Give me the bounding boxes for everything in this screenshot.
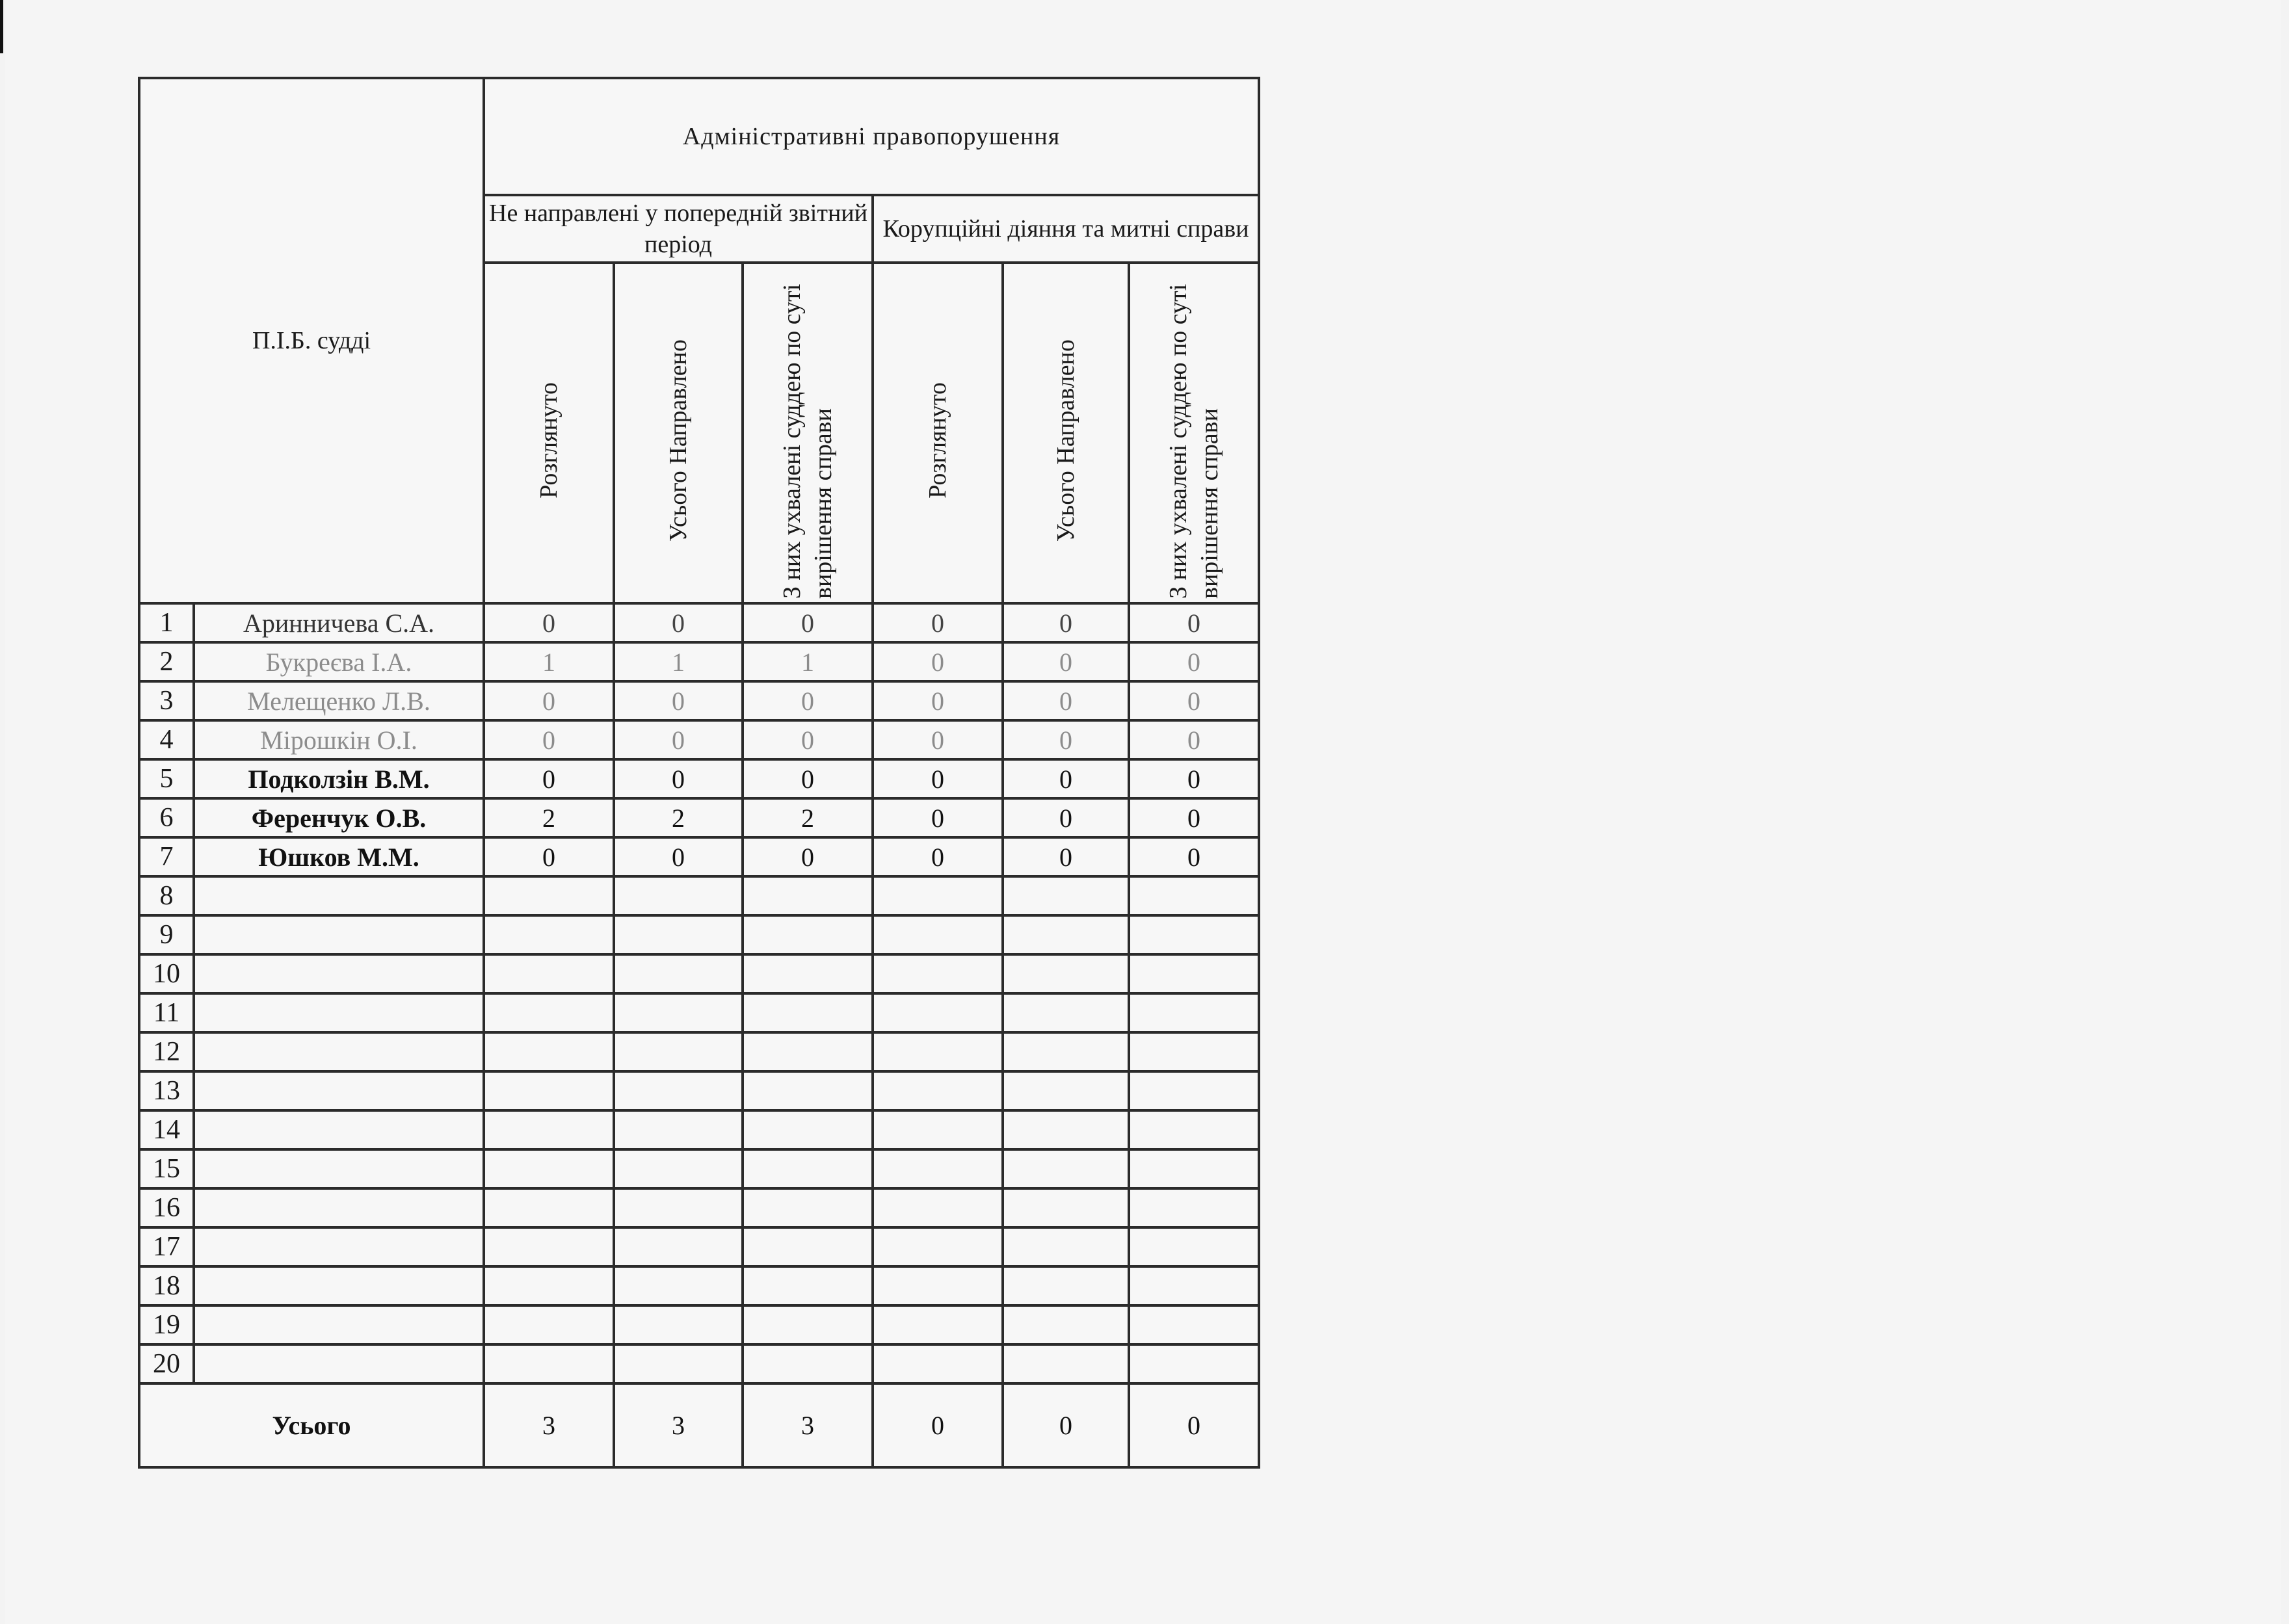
value-cell: 0 <box>1003 759 1129 798</box>
value-cell: 0 <box>614 759 743 798</box>
row-number: 15 <box>139 1149 194 1188</box>
value-cell <box>743 993 873 1032</box>
table-body <box>139 603 1259 1383</box>
column-header <box>1129 263 1259 603</box>
value-cell <box>1129 1149 1259 1188</box>
table-row <box>139 798 1259 837</box>
value-cell <box>1129 1344 1259 1383</box>
table-row <box>139 1344 1259 1383</box>
judge-name <box>194 1032 484 1071</box>
value-cell <box>873 1227 1003 1266</box>
value-cell <box>1129 1188 1259 1227</box>
judge-name <box>194 1227 484 1266</box>
row-number: 7 <box>139 837 194 876</box>
value-cell <box>743 1305 873 1344</box>
value-cell <box>873 954 1003 993</box>
value-cell <box>614 1266 743 1305</box>
value-cell <box>1003 1032 1129 1071</box>
value-cell <box>614 1188 743 1227</box>
value-cell <box>873 993 1003 1032</box>
value-cell <box>1129 954 1259 993</box>
value-cell: 0 <box>1003 603 1129 642</box>
value-cell <box>873 1305 1003 1344</box>
value-cell: 0 <box>873 837 1003 876</box>
judge-name <box>194 1344 484 1383</box>
judge-name: Юшков М.М. <box>194 837 484 876</box>
row-number: 6 <box>139 798 194 837</box>
report-table <box>138 77 1260 1469</box>
value-cell <box>1129 1110 1259 1149</box>
column-header-label: З них ухвалені суддею по суті вирішення справи <box>1165 283 1224 599</box>
value-cell: 0 <box>743 603 873 642</box>
value-cell <box>614 1305 743 1344</box>
value-cell <box>743 915 873 954</box>
value-cell <box>614 1032 743 1071</box>
value-cell: 0 <box>1129 837 1259 876</box>
row-number: 9 <box>139 915 194 954</box>
value-cell: 0 <box>1129 603 1259 642</box>
column-header-label: Усього Направлено <box>665 339 692 542</box>
value-cell: 1 <box>743 642 873 681</box>
table-row <box>139 837 1259 876</box>
table-row <box>139 720 1259 759</box>
value-cell <box>1003 993 1129 1032</box>
value-cell: 1 <box>614 642 743 681</box>
table-row <box>139 1188 1259 1227</box>
value-cell <box>484 1071 614 1110</box>
value-cell: 0 <box>873 642 1003 681</box>
value-cell: 0 <box>1003 681 1129 720</box>
value-cell: 0 <box>614 681 743 720</box>
row-number: 16 <box>139 1188 194 1227</box>
row-number: 14 <box>139 1110 194 1149</box>
table-row <box>139 1110 1259 1149</box>
value-cell <box>1129 1071 1259 1110</box>
table-row <box>139 1227 1259 1266</box>
column-header <box>484 263 614 603</box>
value-cell <box>743 1344 873 1383</box>
value-cell <box>873 1110 1003 1149</box>
value-cell <box>614 1110 743 1149</box>
judge-name: Мірошкін О.І. <box>194 720 484 759</box>
column-header <box>614 263 743 603</box>
table-row <box>139 915 1259 954</box>
value-cell <box>484 1032 614 1071</box>
scan-edge-mark <box>0 0 3 53</box>
row-number: 3 <box>139 681 194 720</box>
value-cell <box>1003 1071 1129 1110</box>
value-cell <box>1129 1227 1259 1266</box>
value-cell <box>743 1071 873 1110</box>
table-row <box>139 993 1259 1032</box>
table-row <box>139 1032 1259 1071</box>
value-cell <box>484 1344 614 1383</box>
value-cell: 0 <box>873 759 1003 798</box>
value-cell <box>484 1188 614 1227</box>
value-cell: 0 <box>1003 798 1129 837</box>
value-cell: 0 <box>743 681 873 720</box>
table-title: Адміністративні правопорушення <box>484 78 1259 195</box>
value-cell <box>484 993 614 1032</box>
value-cell: 0 <box>484 681 614 720</box>
total-cell: 3 <box>743 1383 873 1467</box>
value-cell: 0 <box>1003 720 1129 759</box>
value-cell: 0 <box>873 603 1003 642</box>
value-cell <box>1129 915 1259 954</box>
value-cell <box>873 915 1003 954</box>
group-header-not-sent: Не направлені у попередній звітний період <box>484 195 873 263</box>
row-number: 20 <box>139 1344 194 1383</box>
judge-name: Букреєва І.А. <box>194 642 484 681</box>
value-cell: 0 <box>1129 681 1259 720</box>
value-cell: 2 <box>743 798 873 837</box>
value-cell <box>484 1110 614 1149</box>
value-cell: 1 <box>484 642 614 681</box>
judge-name <box>194 993 484 1032</box>
column-header-label: З них ухвалені суддею по суті вирішення справи <box>778 283 837 599</box>
value-cell <box>873 1188 1003 1227</box>
row-number: 19 <box>139 1305 194 1344</box>
value-cell <box>1003 1188 1129 1227</box>
value-cell: 0 <box>1129 720 1259 759</box>
value-cell: 0 <box>873 720 1003 759</box>
value-cell <box>873 1149 1003 1188</box>
value-cell <box>873 1266 1003 1305</box>
value-cell: 0 <box>614 603 743 642</box>
value-cell <box>614 1344 743 1383</box>
value-cell: 0 <box>873 798 1003 837</box>
table-row <box>139 1149 1259 1188</box>
value-cell <box>614 876 743 915</box>
value-cell: 2 <box>484 798 614 837</box>
table-row <box>139 759 1259 798</box>
group-header-corruption: Корупційні діяння та митні справи <box>873 195 1259 263</box>
total-cell: 3 <box>614 1383 743 1467</box>
row-number: 17 <box>139 1227 194 1266</box>
value-cell: 0 <box>1129 642 1259 681</box>
table-row <box>139 1266 1259 1305</box>
value-cell <box>1003 1305 1129 1344</box>
value-cell <box>743 876 873 915</box>
value-cell <box>1003 954 1129 993</box>
judge-name <box>194 1110 484 1149</box>
total-cell: 0 <box>1129 1383 1259 1467</box>
value-cell <box>614 954 743 993</box>
value-cell <box>484 954 614 993</box>
total-row <box>139 1383 1259 1467</box>
value-cell: 0 <box>1003 837 1129 876</box>
total-cell: 0 <box>873 1383 1003 1467</box>
row-number: 10 <box>139 954 194 993</box>
judge-name: Мелещенко Л.В. <box>194 681 484 720</box>
column-header <box>873 263 1003 603</box>
value-cell <box>1003 1344 1129 1383</box>
value-cell <box>743 1188 873 1227</box>
value-cell: 2 <box>614 798 743 837</box>
row-number: 1 <box>139 603 194 642</box>
total-cell: 3 <box>484 1383 614 1467</box>
value-cell <box>484 1266 614 1305</box>
value-cell: 0 <box>1003 642 1129 681</box>
value-cell <box>484 1305 614 1344</box>
value-cell <box>484 1227 614 1266</box>
table-row <box>139 642 1259 681</box>
judge-name <box>194 1305 484 1344</box>
value-cell <box>743 1032 873 1071</box>
value-cell: 0 <box>484 759 614 798</box>
judge-name <box>194 954 484 993</box>
value-cell <box>1129 993 1259 1032</box>
value-cell: 0 <box>484 837 614 876</box>
table-row <box>139 681 1259 720</box>
judge-name: Ференчук О.В. <box>194 798 484 837</box>
row-number: 11 <box>139 993 194 1032</box>
value-cell: 0 <box>614 837 743 876</box>
value-cell <box>873 876 1003 915</box>
total-cell: 0 <box>1003 1383 1129 1467</box>
value-cell <box>484 915 614 954</box>
value-cell <box>1003 1149 1129 1188</box>
value-cell <box>743 1227 873 1266</box>
value-cell <box>743 1149 873 1188</box>
column-header-label: Розглянуто <box>924 382 951 499</box>
value-cell <box>743 954 873 993</box>
value-cell <box>614 1071 743 1110</box>
value-cell: 0 <box>743 837 873 876</box>
judge-name <box>194 1266 484 1305</box>
column-header-label: Розглянуто <box>535 382 562 499</box>
value-cell <box>1129 1032 1259 1071</box>
judge-name: Аринничева С.А. <box>194 603 484 642</box>
judge-name <box>194 1188 484 1227</box>
value-cell <box>873 1071 1003 1110</box>
judge-name: Подколзін В.М. <box>194 759 484 798</box>
value-cell: 0 <box>743 759 873 798</box>
judge-name <box>194 1071 484 1110</box>
table-row <box>139 1305 1259 1344</box>
value-cell <box>1003 1110 1129 1149</box>
value-cell <box>484 876 614 915</box>
row-number: 8 <box>139 876 194 915</box>
value-cell <box>1129 1305 1259 1344</box>
judge-name <box>194 876 484 915</box>
value-cell <box>873 1032 1003 1071</box>
value-cell: 0 <box>873 681 1003 720</box>
row-number: 13 <box>139 1071 194 1110</box>
table-row <box>139 1071 1259 1110</box>
total-label: Усього <box>139 1383 484 1467</box>
value-cell: 0 <box>1129 759 1259 798</box>
value-cell <box>1003 915 1129 954</box>
value-cell <box>743 1266 873 1305</box>
table-row <box>139 876 1259 915</box>
value-cell <box>1003 876 1129 915</box>
row-number: 5 <box>139 759 194 798</box>
value-cell: 0 <box>484 720 614 759</box>
name-column-header: П.І.Б. судді <box>139 78 484 603</box>
value-cell <box>614 993 743 1032</box>
column-header <box>1003 263 1129 603</box>
judge-name <box>194 915 484 954</box>
row-number: 12 <box>139 1032 194 1071</box>
value-cell: 0 <box>484 603 614 642</box>
table-row <box>139 954 1259 993</box>
value-cell <box>743 1110 873 1149</box>
table-row <box>139 603 1259 642</box>
row-number: 18 <box>139 1266 194 1305</box>
value-cell: 0 <box>743 720 873 759</box>
value-cell: 0 <box>1129 798 1259 837</box>
value-cell <box>1129 1266 1259 1305</box>
judge-name <box>194 1149 484 1188</box>
value-cell <box>1003 1227 1129 1266</box>
value-cell <box>873 1344 1003 1383</box>
value-cell <box>614 1149 743 1188</box>
row-number: 2 <box>139 642 194 681</box>
value-cell <box>1003 1266 1129 1305</box>
column-header <box>743 263 873 603</box>
value-cell <box>484 1149 614 1188</box>
value-cell <box>614 915 743 954</box>
row-number: 4 <box>139 720 194 759</box>
value-cell: 0 <box>614 720 743 759</box>
value-cell <box>614 1227 743 1266</box>
value-cell <box>1129 876 1259 915</box>
column-header-label: Усього Направлено <box>1052 339 1079 542</box>
